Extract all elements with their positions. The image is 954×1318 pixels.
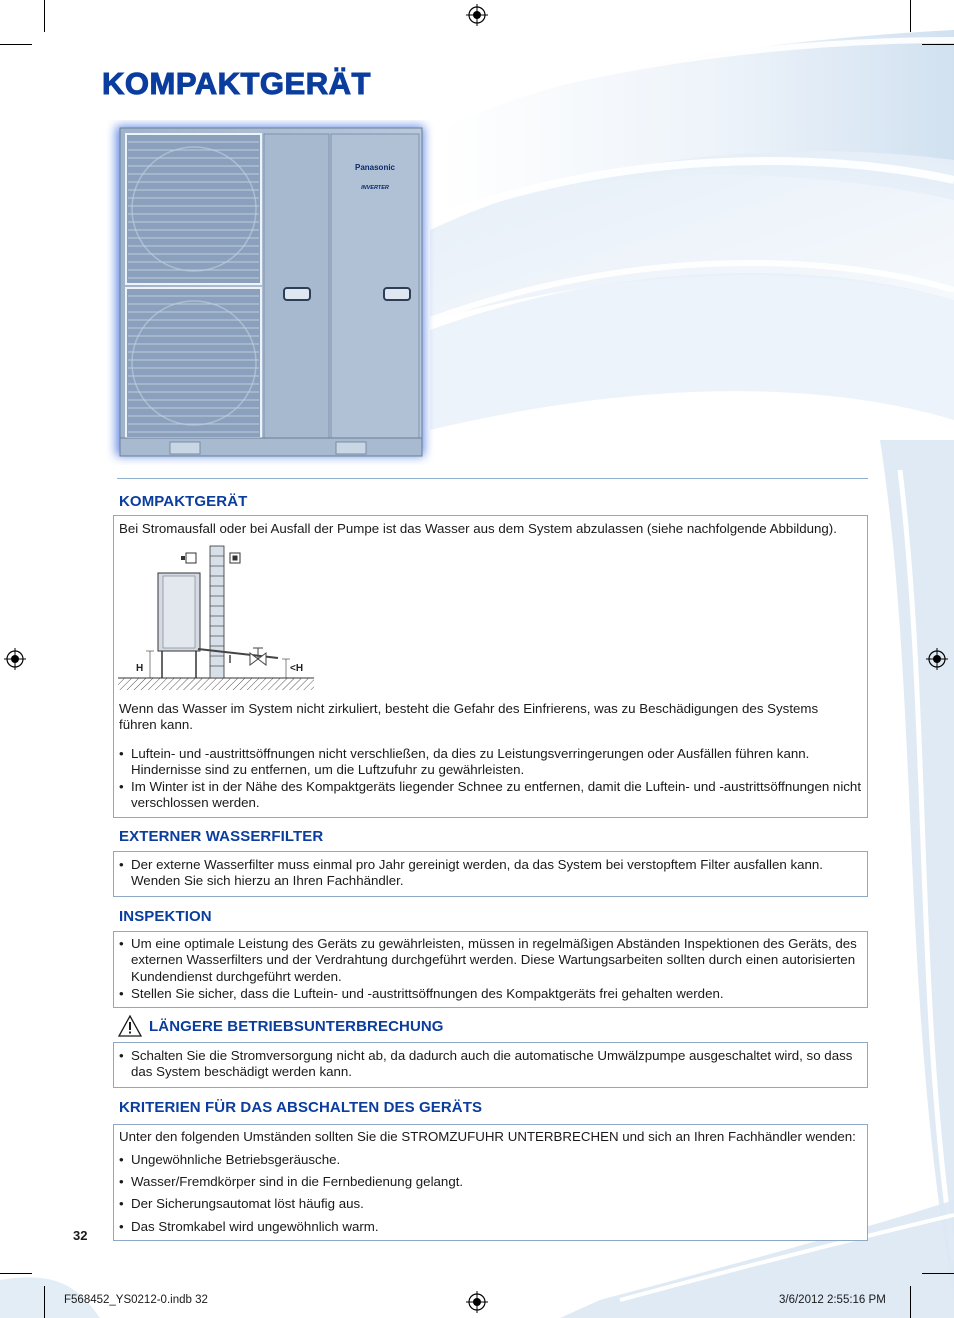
- crop-mark: [922, 1273, 954, 1274]
- inspektion-box: [113, 931, 868, 1008]
- footer-file-info: F568452_YS0212-0.indb 32: [64, 1294, 208, 1306]
- section-heading-wasserfilter: EXTERNER WASSERFILTER: [119, 828, 324, 845]
- kompaktgeraet-intro: Bei Stromausfall oder bei Ausfall der Pumpe ist das Wasser aus dem System abzulassen (siehe nachfolgende Abbildung).: [119, 521, 837, 536]
- inverter-badge: INVERTER: [361, 185, 389, 191]
- section-heading-betriebsunterbrechung: LÄNGERE BETRIEBSUNTERBRECHUNG: [149, 1018, 444, 1035]
- list-item: [114, 746, 867, 780]
- list-item: [114, 857, 867, 893]
- bullet: •: [119, 857, 124, 872]
- bullet: •: [119, 1219, 124, 1234]
- list-item-text: Schalten Sie die Stromversorgung nicht ab, da dadurch auch die automatische Umwälzpumpe ausgeschaltet wird, so dass das System beschädigt werden kann.: [131, 1048, 853, 1080]
- crop-mark: [910, 1286, 911, 1318]
- crop-mark: [0, 44, 32, 45]
- list-item: [114, 1174, 867, 1192]
- list-item: [114, 779, 867, 813]
- bullet: •: [119, 1174, 124, 1189]
- crop-mark: [922, 44, 954, 45]
- brand-logo: Panasonic: [354, 163, 396, 172]
- list-item-text: Das Stromkabel wird ungewöhnlich warm.: [131, 1219, 379, 1234]
- wasserfilter-box: [113, 851, 868, 897]
- height-label-less-than-h: <H: [290, 663, 304, 674]
- registration-mark-icon: [926, 648, 948, 670]
- list-item: [114, 936, 867, 986]
- page-title: KOMPAKTGERÄT: [102, 66, 371, 101]
- height-label-h: H: [136, 663, 144, 674]
- list-item: [114, 1219, 867, 1237]
- bullet: •: [119, 936, 124, 951]
- list-item-text: Im Winter ist in der Nähe des Kompaktgeräts liegender Schnee zu entfernen, damit die Luftein- und -austrittsöffnungen nicht verschlossen werden.: [131, 779, 862, 811]
- crop-mark: [910, 0, 911, 32]
- page-number: 32: [73, 1228, 88, 1243]
- bullet: •: [119, 1048, 124, 1063]
- bullet: •: [119, 779, 124, 794]
- list-item-text: Der Sicherungsautomat löst häufig aus.: [131, 1196, 364, 1211]
- kompaktgeraet-note: Wenn das Wasser im System nicht zirkuliert, besteht die Gefahr des Einfrierens, was zu Beschädigungen des Systems führen kann.: [119, 701, 819, 733]
- list-item-text: Stellen Sie sicher, dass die Luftein- und -austrittsöffnungen des Kompaktgeräts frei gehalten werden.: [131, 986, 724, 1001]
- crop-mark: [44, 1286, 45, 1318]
- list-item: [114, 986, 867, 1004]
- betriebsunterbrechung-box: [113, 1042, 868, 1088]
- list-item: [114, 1048, 867, 1084]
- crop-mark: [0, 1273, 32, 1274]
- list-item-text: Wasser/Fremdkörper sind in die Fernbedienung gelangt.: [131, 1174, 464, 1189]
- bullet: •: [119, 746, 124, 761]
- bullet: •: [119, 1196, 124, 1211]
- registration-mark-icon: [4, 648, 26, 670]
- list-item: [114, 1196, 867, 1214]
- footer-timestamp: 3/6/2012 2:55:16 PM: [779, 1294, 886, 1306]
- list-item-text: Luftein- und -austrittsöffnungen nicht verschließen, da dies zu Leistungsverringerungen oder Ausfällen führen kann. Hindernisse sind zu entfernen, um die Luftzufuhr zu gewährleisten.: [131, 746, 810, 778]
- list-item: [114, 1152, 867, 1170]
- list-item-text: Ungewöhnliche Betriebsgeräusche.: [131, 1152, 341, 1167]
- abschalten-box: [113, 1124, 868, 1241]
- heat-pump-unit-image: [106, 120, 436, 465]
- list-item-text: Der externe Wasserfilter muss einmal pro Jahr gereinigt werden, da das System bei verstopftem Filter ausfallen kann. Wenden Sie sich hierzu an Ihren Fachhändler.: [131, 857, 823, 889]
- warning-icon: [118, 1015, 142, 1037]
- bullet: •: [119, 1152, 124, 1167]
- bullet: •: [119, 986, 124, 1001]
- registration-mark-icon: [466, 4, 488, 26]
- section-heading-kompaktgeraet: KOMPAKTGERÄT: [119, 493, 248, 510]
- section-heading-abschalten: KRITERIEN FÜR DAS ABSCHALTEN DES GERÄTS: [119, 1099, 483, 1116]
- list-item-text: Um eine optimale Leistung des Geräts zu gewährleisten, müssen in regelmäßigen Abständen Inspektionen des Geräts, des externen Wasserfilters und der Verdrahtung durchgeführt werden. Diese Wartungsarbeiten sollten durch einen autorisierten Kundendienst durchgeführt werden.: [131, 936, 857, 984]
- abschalten-intro: Unter den folgenden Umständen sollten Sie die STROMZUFUHR UNTERBRECHEN und sich an Ihren Fachhändler wenden:: [119, 1129, 856, 1144]
- section-heading-inspektion: INSPEKTION: [119, 908, 212, 925]
- registration-mark-icon: [466, 1291, 488, 1313]
- crop-mark: [44, 0, 45, 32]
- drainage-diagram: [118, 543, 318, 693]
- section-divider: [117, 478, 868, 479]
